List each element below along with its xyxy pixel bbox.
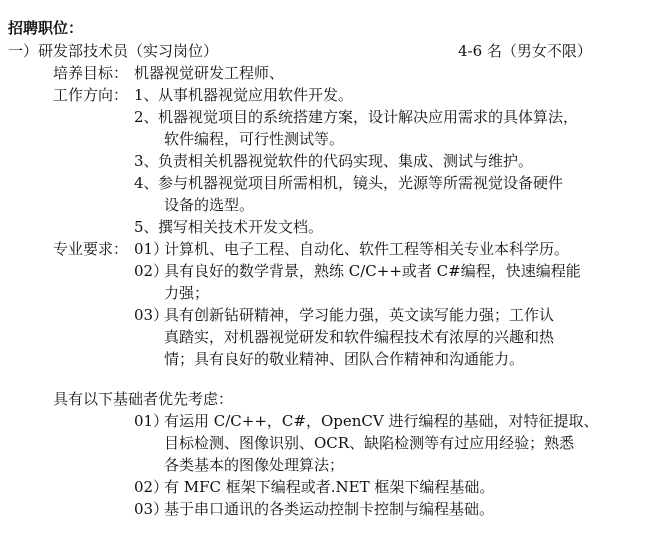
preferred-heading: 具有以下基础者优先考虑： bbox=[53, 390, 234, 408]
preferred-num: 03） bbox=[134, 500, 169, 518]
direction-item-text: 从事机器视觉应用软件开发。 bbox=[158, 86, 354, 104]
preferred-text-cont: 各类基本的图像处理算法； bbox=[164, 456, 345, 474]
training-text: 机器视觉研发工程师、 bbox=[134, 64, 285, 82]
preferred-num: 01） bbox=[134, 412, 169, 430]
direction-item-num: 4、 bbox=[134, 174, 159, 192]
direction-label: 工作方向： bbox=[53, 86, 129, 104]
direction-item-num: 3、 bbox=[134, 152, 159, 170]
position-count: 4-6 名（男女不限） bbox=[458, 42, 592, 60]
direction-item-text-cont: 设备的选型。 bbox=[164, 196, 255, 214]
requirement-num: 01） bbox=[134, 240, 169, 258]
requirement-text-cont: 真踏实，对机器视觉研发和软件编程技术有浓厚的兴趣和热 bbox=[164, 328, 555, 346]
requirement-text: 计算机、电子工程、自动化、软件工程等相关专业本科学历。 bbox=[164, 240, 570, 258]
requirement-text-cont: 情；具有良好的敬业精神、团队合作精神和沟通能力。 bbox=[164, 350, 525, 368]
preferred-text: 有运用 C/C++，C#，OpenCV 进行编程的基础，对特征提取、 bbox=[164, 412, 599, 430]
direction-item-text: 撰写相关技术开发文档。 bbox=[158, 218, 324, 236]
direction-item-num: 5、 bbox=[134, 218, 159, 236]
direction-item-text-cont: 软件编程，可行性测试等。 bbox=[164, 130, 345, 148]
requirement-num: 03） bbox=[134, 306, 169, 324]
direction-item-num: 2、 bbox=[134, 108, 159, 126]
training-label: 培养目标： bbox=[53, 64, 129, 82]
direction-item-text: 负责相关机器视觉软件的代码实现、集成、测试与维护。 bbox=[158, 152, 534, 170]
requirement-num: 02） bbox=[134, 262, 169, 280]
section-title: 招聘职位： bbox=[8, 19, 84, 37]
requirement-text-cont: 力强； bbox=[164, 284, 210, 302]
preferred-text-cont: 目标检测、图像识别、OCR、缺陷检测等有过应用经验；熟悉 bbox=[164, 434, 575, 452]
requirement-text: 具有良好的数学背景，熟练 C/C++或者 C#编程，快速编程能 bbox=[164, 262, 581, 280]
requirements-label: 专业要求： bbox=[53, 240, 129, 258]
preferred-num: 02） bbox=[134, 478, 169, 496]
direction-item-text: 机器视觉项目的系统搭建方案，设计解决应用需求的具体算法， bbox=[158, 108, 579, 126]
position-name: 一）研发部技术员（实习岗位） bbox=[8, 42, 219, 60]
direction-item-num: 1、 bbox=[134, 86, 159, 104]
direction-item-text: 参与机器视觉项目所需相机，镜头，光源等所需视觉设备硬件 bbox=[158, 174, 564, 192]
requirement-text: 具有创新钻研精神，学习能力强，英文读写能力强；工作认 bbox=[164, 306, 555, 324]
preferred-text: 基于串口通讯的各类运动控制卡控制与编程基础。 bbox=[164, 500, 495, 518]
preferred-text: 有 MFC 框架下编程或者.NET 框架下编程基础。 bbox=[164, 478, 495, 496]
